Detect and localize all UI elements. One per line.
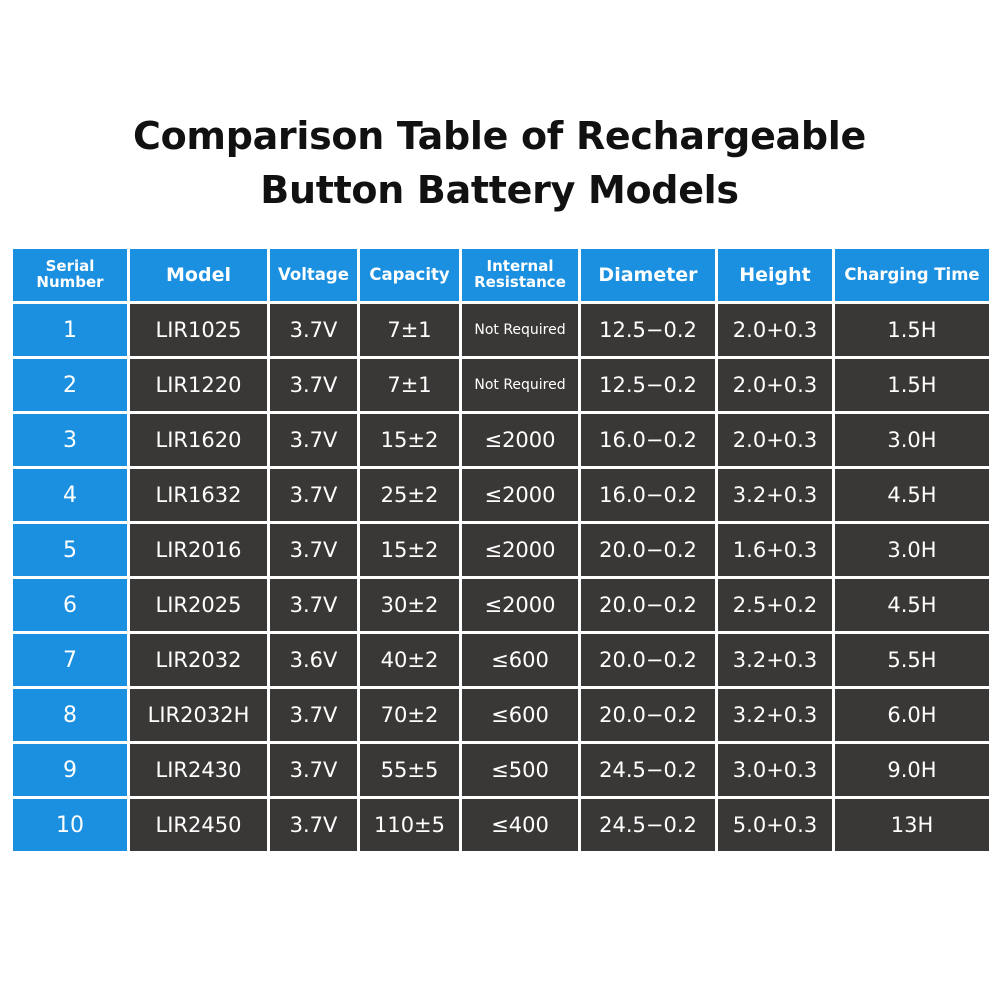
cell-diameter: 16.0−0.2 xyxy=(581,469,715,521)
cell-charging-time: 4.5H xyxy=(835,579,989,631)
cell-serial-number: 2 xyxy=(13,359,127,411)
cell-model: LIR1632 xyxy=(130,469,267,521)
cell-capacity: 110±5 xyxy=(360,799,459,851)
cell-voltage: 3.6V xyxy=(270,634,357,686)
cell-model: LIR1620 xyxy=(130,414,267,466)
cell-diameter: 12.5−0.2 xyxy=(581,304,715,356)
cell-serial-number: 6 xyxy=(13,579,127,631)
cell-charging-time: 1.5H xyxy=(835,359,989,411)
cell-diameter: 24.5−0.2 xyxy=(581,744,715,796)
cell-voltage: 3.7V xyxy=(270,524,357,576)
cell-model: LIR1025 xyxy=(130,304,267,356)
cell-height: 3.2+0.3 xyxy=(718,689,832,741)
cell-diameter: 20.0−0.2 xyxy=(581,524,715,576)
cell-capacity: 70±2 xyxy=(360,689,459,741)
column-header-capacity: Capacity xyxy=(360,249,459,301)
column-header-serial-line-2: Number xyxy=(36,273,104,291)
cell-voltage: 3.7V xyxy=(270,469,357,521)
cell-diameter: 20.0−0.2 xyxy=(581,579,715,631)
cell-internal-resistance: Not Required xyxy=(462,359,578,411)
cell-diameter: 12.5−0.2 xyxy=(581,359,715,411)
header-row xyxy=(13,249,989,301)
cell-voltage: 3.7V xyxy=(270,579,357,631)
cell-charging-time: 6.0H xyxy=(835,689,989,741)
cell-internal-resistance: ≤2000 xyxy=(462,469,578,521)
cell-internal-resistance: Not Required xyxy=(462,304,578,356)
cell-diameter: 20.0−0.2 xyxy=(581,634,715,686)
cell-charging-time: 9.0H xyxy=(835,744,989,796)
cell-charging-time: 4.5H xyxy=(835,469,989,521)
table-row xyxy=(13,689,989,741)
cell-height: 2.0+0.3 xyxy=(718,414,832,466)
cell-serial-number: 1 xyxy=(13,304,127,356)
column-header-serial-number xyxy=(13,249,127,301)
cell-model: LIR2025 xyxy=(130,579,267,631)
cell-serial-number: 9 xyxy=(13,744,127,796)
cell-internal-resistance: ≤600 xyxy=(462,634,578,686)
cell-charging-time: 13H xyxy=(835,799,989,851)
cell-model: LIR2016 xyxy=(130,524,267,576)
cell-capacity: 7±1 xyxy=(360,304,459,356)
cell-height: 2.5+0.2 xyxy=(718,579,832,631)
cell-serial-number: 7 xyxy=(13,634,127,686)
battery-comparison-table xyxy=(10,246,992,854)
table-row xyxy=(13,634,989,686)
cell-charging-time: 3.0H xyxy=(835,414,989,466)
cell-height: 2.0+0.3 xyxy=(718,359,832,411)
cell-voltage: 3.7V xyxy=(270,359,357,411)
cell-internal-resistance: ≤2000 xyxy=(462,524,578,576)
cell-diameter: 24.5−0.2 xyxy=(581,799,715,851)
cell-voltage: 3.7V xyxy=(270,414,357,466)
cell-capacity: 7±1 xyxy=(360,359,459,411)
cell-diameter: 20.0−0.2 xyxy=(581,689,715,741)
cell-model: LIR2032 xyxy=(130,634,267,686)
cell-capacity: 55±5 xyxy=(360,744,459,796)
cell-serial-number: 10 xyxy=(13,799,127,851)
cell-internal-resistance: ≤600 xyxy=(462,689,578,741)
cell-height: 3.2+0.3 xyxy=(718,634,832,686)
cell-model: LIR2450 xyxy=(130,799,267,851)
cell-model: LIR2430 xyxy=(130,744,267,796)
table-body xyxy=(13,304,989,851)
cell-charging-time: 5.5H xyxy=(835,634,989,686)
table-row xyxy=(13,744,989,796)
cell-height: 3.2+0.3 xyxy=(718,469,832,521)
cell-charging-time: 1.5H xyxy=(835,304,989,356)
cell-serial-number: 3 xyxy=(13,414,127,466)
cell-voltage: 3.7V xyxy=(270,744,357,796)
cell-height: 2.0+0.3 xyxy=(718,304,832,356)
cell-height: 5.0+0.3 xyxy=(718,799,832,851)
page-title xyxy=(0,109,999,217)
table-row xyxy=(13,579,989,631)
column-header-resistance-line-1: Internal xyxy=(486,257,554,276)
cell-capacity: 30±2 xyxy=(360,579,459,631)
cell-internal-resistance: ≤2000 xyxy=(462,414,578,466)
column-header-diameter: Diameter xyxy=(581,249,715,301)
cell-capacity: 25±2 xyxy=(360,469,459,521)
cell-voltage: 3.7V xyxy=(270,304,357,356)
cell-diameter: 16.0−0.2 xyxy=(581,414,715,466)
column-header-height: Height xyxy=(718,249,832,301)
table-row xyxy=(13,799,989,851)
cell-model: LIR2032H xyxy=(130,689,267,741)
page-title-line-1: Comparison Table of Rechargeable xyxy=(133,114,866,159)
column-header-model: Model xyxy=(130,249,267,301)
column-header-internal-resistance xyxy=(462,249,578,301)
cell-capacity: 15±2 xyxy=(360,524,459,576)
column-header-voltage: Voltage xyxy=(270,249,357,301)
cell-model: LIR1220 xyxy=(130,359,267,411)
cell-voltage: 3.7V xyxy=(270,689,357,741)
column-header-serial-line-1: Serial xyxy=(45,257,95,276)
column-header-charging-time: Charging Time xyxy=(835,249,989,301)
page-title-line-2: Button Battery Models xyxy=(260,168,739,213)
cell-capacity: 15±2 xyxy=(360,414,459,466)
cell-serial-number: 4 xyxy=(13,469,127,521)
column-header-resistance-line-2: Resistance xyxy=(474,273,566,291)
cell-voltage: 3.7V xyxy=(270,799,357,851)
cell-capacity: 40±2 xyxy=(360,634,459,686)
cell-internal-resistance: ≤2000 xyxy=(462,579,578,631)
cell-height: 1.6+0.3 xyxy=(718,524,832,576)
cell-internal-resistance: ≤500 xyxy=(462,744,578,796)
table-row xyxy=(13,414,989,466)
cell-serial-number: 8 xyxy=(13,689,127,741)
cell-charging-time: 3.0H xyxy=(835,524,989,576)
cell-serial-number: 5 xyxy=(13,524,127,576)
cell-height: 3.0+0.3 xyxy=(718,744,832,796)
table-row xyxy=(13,304,989,356)
table-row xyxy=(13,524,989,576)
table-row xyxy=(13,469,989,521)
table-row xyxy=(13,359,989,411)
cell-internal-resistance: ≤400 xyxy=(462,799,578,851)
